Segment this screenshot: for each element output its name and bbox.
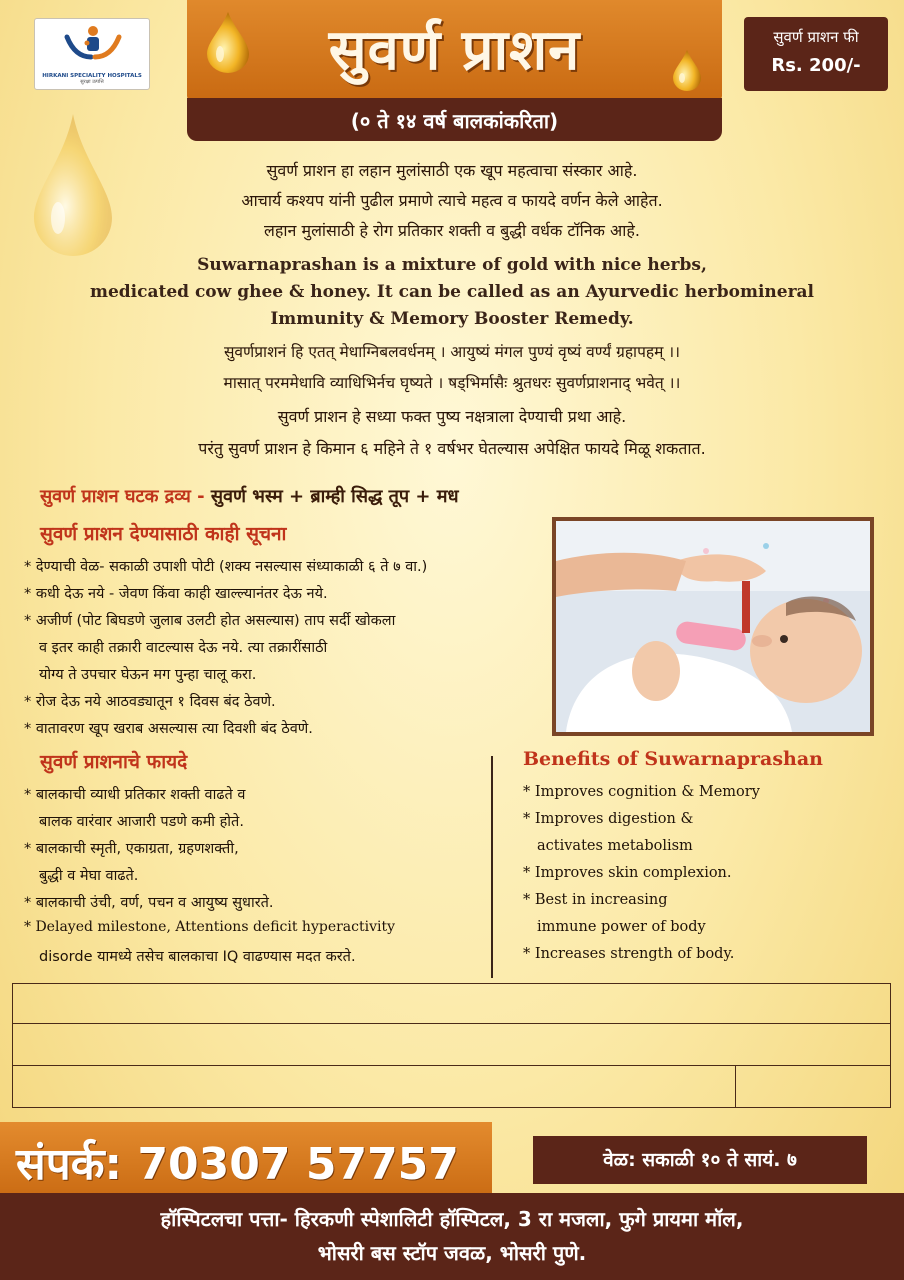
benefit-mr-item: * बालकाची स्मृती, एकाग्रता, ग्रहणशक्ती, (24, 838, 239, 858)
intro-english-line: medicated cow ghee & honey. It can be called as an Ayurvedic herbomineral (89, 282, 815, 302)
column-divider (491, 756, 493, 978)
table-rule (735, 1065, 736, 1107)
benefit-mr-item: disorde यामध्ये तसेच बालकाचा IQ वाढण्यास मदत करते. (39, 949, 356, 965)
benefit-en-item: * Improves skin complexion. (523, 865, 732, 881)
ingredients-value: सुवर्ण भस्म + ब्राम्ही सिद्ध तूप + मध (204, 486, 459, 507)
logo-name: HIRKANI SPECIALITY HOSPITALS (42, 73, 142, 79)
intro-line: आचार्य कश्यप यांनी पुढील प्रमाणे त्याचे महत्व व फायदे वर्णन केले आहेत. (241, 191, 663, 210)
instructions-title: सुवर्ण प्राशन देण्यासाठी काही सूचना (40, 523, 287, 545)
benefit-en-item: * Improves digestion & (523, 811, 693, 827)
timing-box: वेळ: सकाळी १० ते सायं. ७ (533, 1136, 867, 1184)
intro-closing-line: परंतु सुवर्ण प्राशन हे किमान ६ महिने ते १ वर्षभर घेतल्यास अपेक्षित फायदे मिळू शकतात. (198, 439, 706, 458)
benefit-mr-item: बालक वारंवार आजारी पडणे कमी होते. (39, 814, 244, 830)
benefits-mr-title: सुवर्ण प्राशनाचे फायदे (40, 751, 188, 773)
contact-phone[interactable]: संपर्क: 70307 57757 (16, 1139, 459, 1190)
instruction-item: * वातावरण खूप खराब असल्यास त्या दिवशी बंद ठेवणे. (24, 718, 313, 738)
table-rule (13, 1065, 890, 1066)
fee-value: Rs. 200/- (771, 55, 861, 76)
shloka-line: मासात् परममेधावि व्याधिभिर्नच घृष्यते । षड्भिर्मासैः श्रुतधरः सुवर्णप्राशनाद् भवेत् ।। (223, 374, 681, 392)
instruction-item: * देण्याची वेळ- सकाळी उपाशी पोटी (शक्य नसल्यास संध्याकाळी ६ ते ७ वा.) (24, 556, 427, 576)
gold-drop-icon (672, 48, 702, 92)
intro-english-line: Immunity & Memory Booster Remedy. (270, 309, 634, 329)
address-line: हॉस्पिटलचा पत्ता- हिरकणी स्पेशालिटी हॉस्पिटल, 3 रा मजला, फुगे प्रायमा मॉल, (160, 1207, 744, 1231)
shloka-line: सुवर्णप्राशनं हि एतत् मेधाग्निबलवर्धनम् । आयुष्यं मंगल पुण्यं वृष्यं वर्ण्यं ग्रहापहम् ।। (223, 343, 681, 361)
benefit-en-item: * Increases strength of body. (523, 946, 734, 962)
benefits-en-title: Benefits of Suwarnaprashan (523, 748, 823, 770)
benefit-en-item: immune power of body (537, 919, 706, 935)
instruction-item: * कधी देऊ नये - जेवण किंवा काही खाल्ल्यानंतर देऊ नये. (24, 583, 328, 603)
instruction-item: व इतर काही तक्रारी वाटल्यास देऊ नये. त्या तक्रारींसाठी (39, 640, 328, 656)
hospital-logo (34, 18, 150, 90)
intro-english-line: Suwarnaprashan is a mixture of gold with nice herbs, (197, 255, 707, 275)
ingredients-line (40, 484, 459, 508)
blank-info-table (12, 983, 891, 1108)
benefit-en-item: activates metabolism (537, 838, 693, 854)
fee-box (744, 17, 888, 91)
gold-drop-icon (205, 10, 251, 74)
ingredients-label: सुवर्ण प्राशन घटक द्रव्य - (40, 486, 205, 507)
instruction-item: * अजीर्ण (पोट बिघडणे जुलाब उलटी होत असल्यास) ताप सर्दी खोकला (24, 610, 395, 630)
benefit-en-item: * Improves cognition & Memory (523, 784, 760, 800)
benefit-mr-item: * Delayed milestone, Attentions deficit hyperactivity (24, 919, 395, 935)
page-title: सुवर्ण प्राशन (328, 18, 581, 83)
benefit-mr-item: बुद्धी व मेघा वाढते. (39, 868, 139, 884)
hospital-logo-icon (63, 23, 123, 63)
benefit-mr-item: * बालकाची उंची, वर्ण, पचन व आयुष्य सुधारते. (24, 892, 274, 912)
page-subtitle: (० ते १४ वर्ष बालकांकरिता) (350, 109, 559, 133)
fee-label: सुवर्ण प्राशन फी (773, 28, 859, 46)
intro-closing-line: सुवर्ण प्राशन हे सध्या फक्त पुष्य नक्षत्राला देण्याची प्रथा आहे. (277, 407, 627, 426)
benefit-mr-item: * बालकाची व्याधी प्रतिकार शक्ती वाढते व (24, 784, 245, 804)
baby-feeding-illustration (556, 521, 870, 732)
logo-tagline: सुरक्षा उत्पत्ति (80, 79, 104, 85)
baby-photo (552, 517, 874, 736)
intro-line: लहान मुलांसाठी हे रोग प्रतिकार शक्ती व बुद्धी वर्धक टॉनिक आहे. (264, 221, 640, 240)
address-bar (0, 1193, 904, 1280)
instruction-item: योग्य ते उपचार घेऊन मग पुन्हा चालू करा. (39, 667, 257, 683)
instruction-item: * रोज देऊ नये आठवड्यातून १ दिवस बंद ठेवणे. (24, 691, 276, 711)
intro-line: सुवर्ण प्राशन हा लहान मुलांसाठी एक खूप महत्वाचा संस्कार आहे. (266, 161, 638, 180)
table-rule (13, 1023, 890, 1024)
contact-plate (0, 1122, 492, 1200)
benefit-en-item: * Best in increasing (523, 892, 668, 908)
address-line: भोसरी बस स्टॉप जवळ, भोसरी पुणे. (317, 1241, 587, 1265)
title-plate (187, 0, 722, 100)
subtitle-plate (187, 98, 722, 141)
